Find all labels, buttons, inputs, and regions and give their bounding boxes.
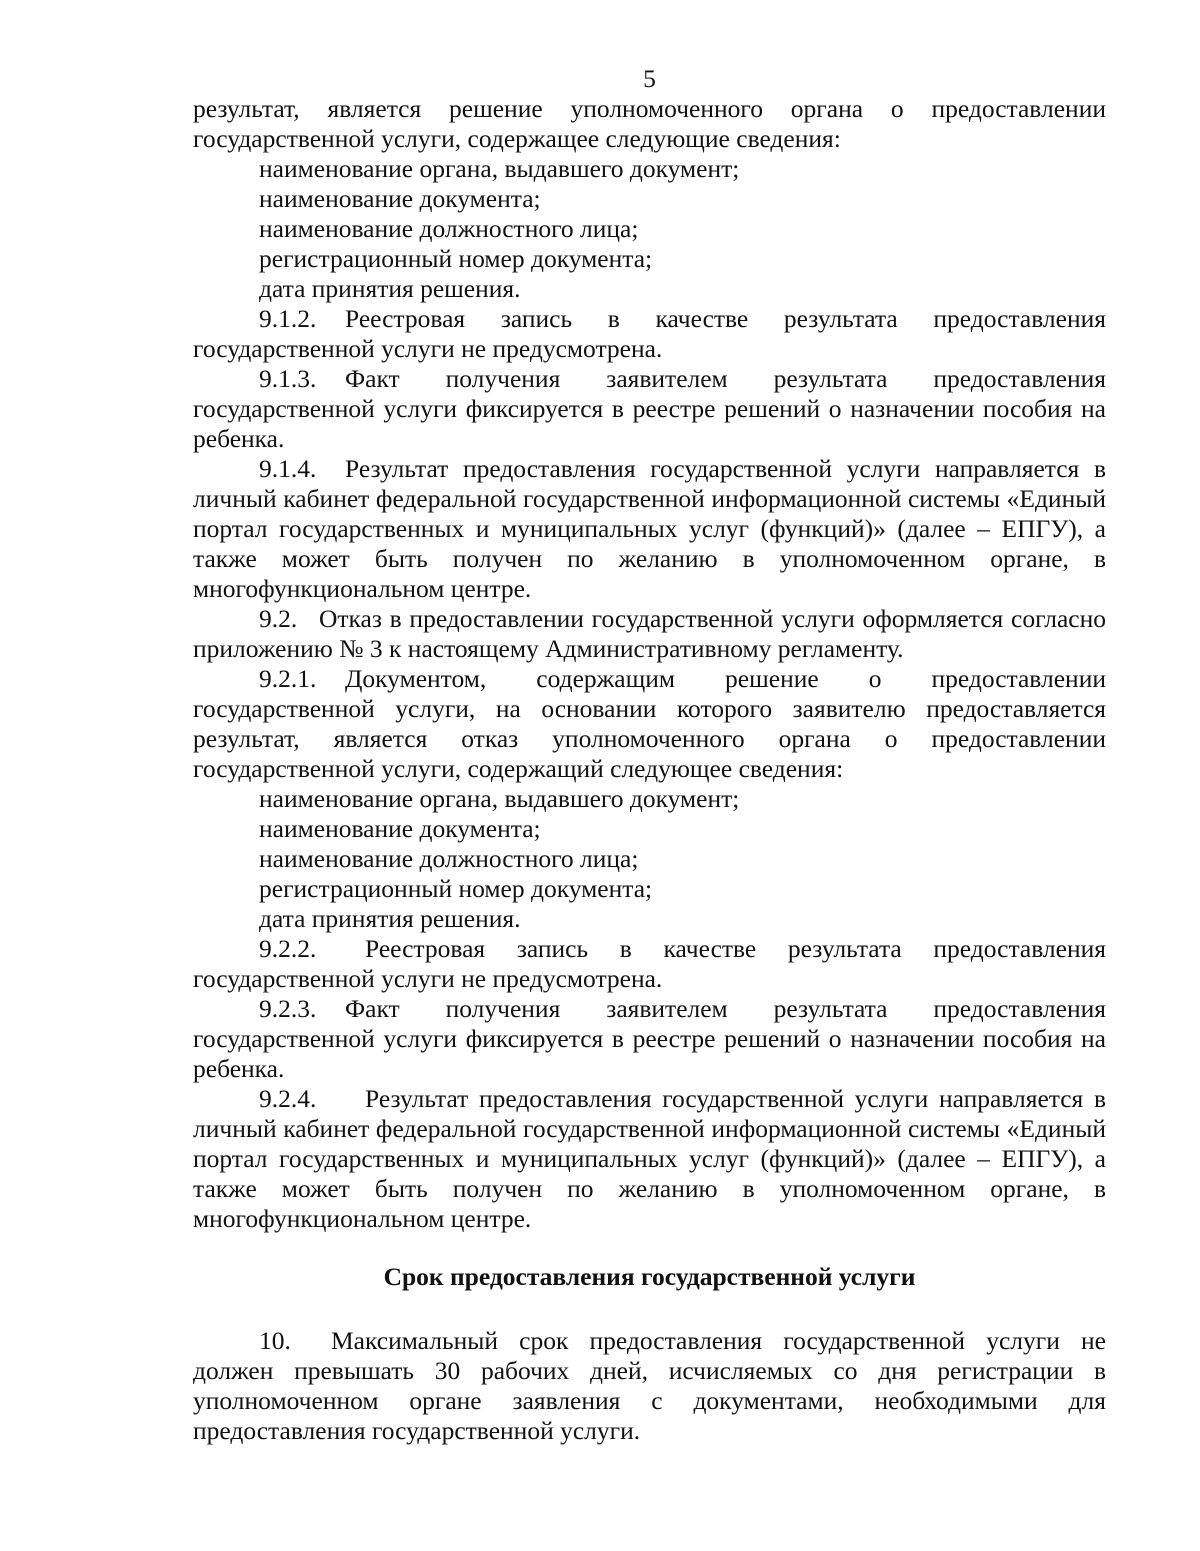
clause-9-2-3 xyxy=(193,994,1106,1084)
clause-text: Документом, содержащим решение о предоставлении государственной услуги, на основании которого заявителю предоставляется результат, является отказ уполномоченного органа о предоставлении государственной услуги, содержащий следующее сведения: xyxy=(193,664,1106,783)
clause-text: Результат предоставления государственной услуги направляется в личный кабинет федеральной государственной информационной системы «Единый портал государственных и муниципальных услуг (функций)» (далее – ЕПГУ), а также может быть получен по желанию в уполномоченном органе, в многофункциональном центре. xyxy=(193,454,1106,603)
list-item: дата принятия решения. xyxy=(259,274,521,303)
clause-text: Факт получения заявителем результата предоставления государственной услуги фиксируется в реестре решений о назначении пособия на ребенка. xyxy=(193,994,1106,1083)
clause-number: 9.2.4. xyxy=(259,1084,317,1113)
page-number: 5 xyxy=(643,64,656,93)
clause-text: Максимальный срок предоставления государственной услуги не должен превышать 30 рабочих дней, исчисляемых со дня регистрации в уполномоченном органе заявления с документами, необходимыми для предоставления государственной услуги. xyxy=(193,1326,1106,1445)
clause-number: 9.2.2. xyxy=(259,934,317,963)
clause-text: Реестровая запись в качестве результата предоставления государственной услуги не предусмотрена. xyxy=(193,934,1106,993)
clause-number: 9.1.3. xyxy=(259,364,317,393)
clause-9-2-4 xyxy=(193,1084,1106,1234)
clause-9-2 xyxy=(193,604,1106,664)
list-item: наименование должностного лица; xyxy=(259,214,639,243)
clause-text: Факт получения заявителем результата предоставления государственной услуги фиксируется в реестре решений о назначении пособия на ребенка. xyxy=(193,364,1106,453)
clause-number: 9.1.2. xyxy=(259,304,317,333)
clause-number: 10. xyxy=(259,1326,291,1355)
section-heading: Срок предоставления государственной услуги xyxy=(383,1262,916,1291)
clause-9-2-2 xyxy=(193,934,1106,994)
spacer xyxy=(193,1292,1106,1326)
clause-10 xyxy=(193,1326,1106,1446)
document-page xyxy=(193,64,1106,1446)
clause-text: Реестровая запись в качестве результата предоставления государственной услуги не предусмотрена. xyxy=(193,304,1106,363)
clause-number: 9.2.1. xyxy=(259,664,317,693)
clause-9-2-1 xyxy=(193,664,1106,784)
list-item: дата принятия решения. xyxy=(259,904,521,933)
list-item: наименование документа; xyxy=(259,814,541,843)
clause-9-1-2 xyxy=(193,304,1106,364)
clause-number: 9.2.3. xyxy=(259,994,317,1023)
spacer xyxy=(193,1234,1106,1262)
clause-9-1-3 xyxy=(193,364,1106,454)
list-item: регистрационный номер документа; xyxy=(259,874,653,903)
clause-text: Результат предоставления государственной услуги направляется в личный кабинет федеральной государственной информационной системы «Единый портал государственных и муниципальных услуг (функций)» (далее – ЕПГУ), а также может быть получен по желанию в уполномоченном органе, в многофункциональном центре. xyxy=(193,1084,1106,1233)
clause-9-1-4 xyxy=(193,454,1106,604)
clause-text: Отказ в предоставлении государственной услуги оформляется согласно приложению № 3 к настоящему Административному регламенту. xyxy=(193,604,1106,663)
list-item: наименование должностного лица; xyxy=(259,844,639,873)
list-item: наименование органа, выдавшего документ; xyxy=(259,784,740,813)
paragraph: результат, является решение уполномоченного органа о предоставлении государственной услуги, содержащее следующие сведения: xyxy=(193,94,1106,153)
list-item: наименование документа; xyxy=(259,184,541,213)
clause-number: 9.2. xyxy=(259,604,298,633)
list-item: наименование органа, выдавшего документ; xyxy=(259,154,740,183)
clause-number: 9.1.4. xyxy=(259,454,317,483)
list-item: регистрационный номер документа; xyxy=(259,244,653,273)
